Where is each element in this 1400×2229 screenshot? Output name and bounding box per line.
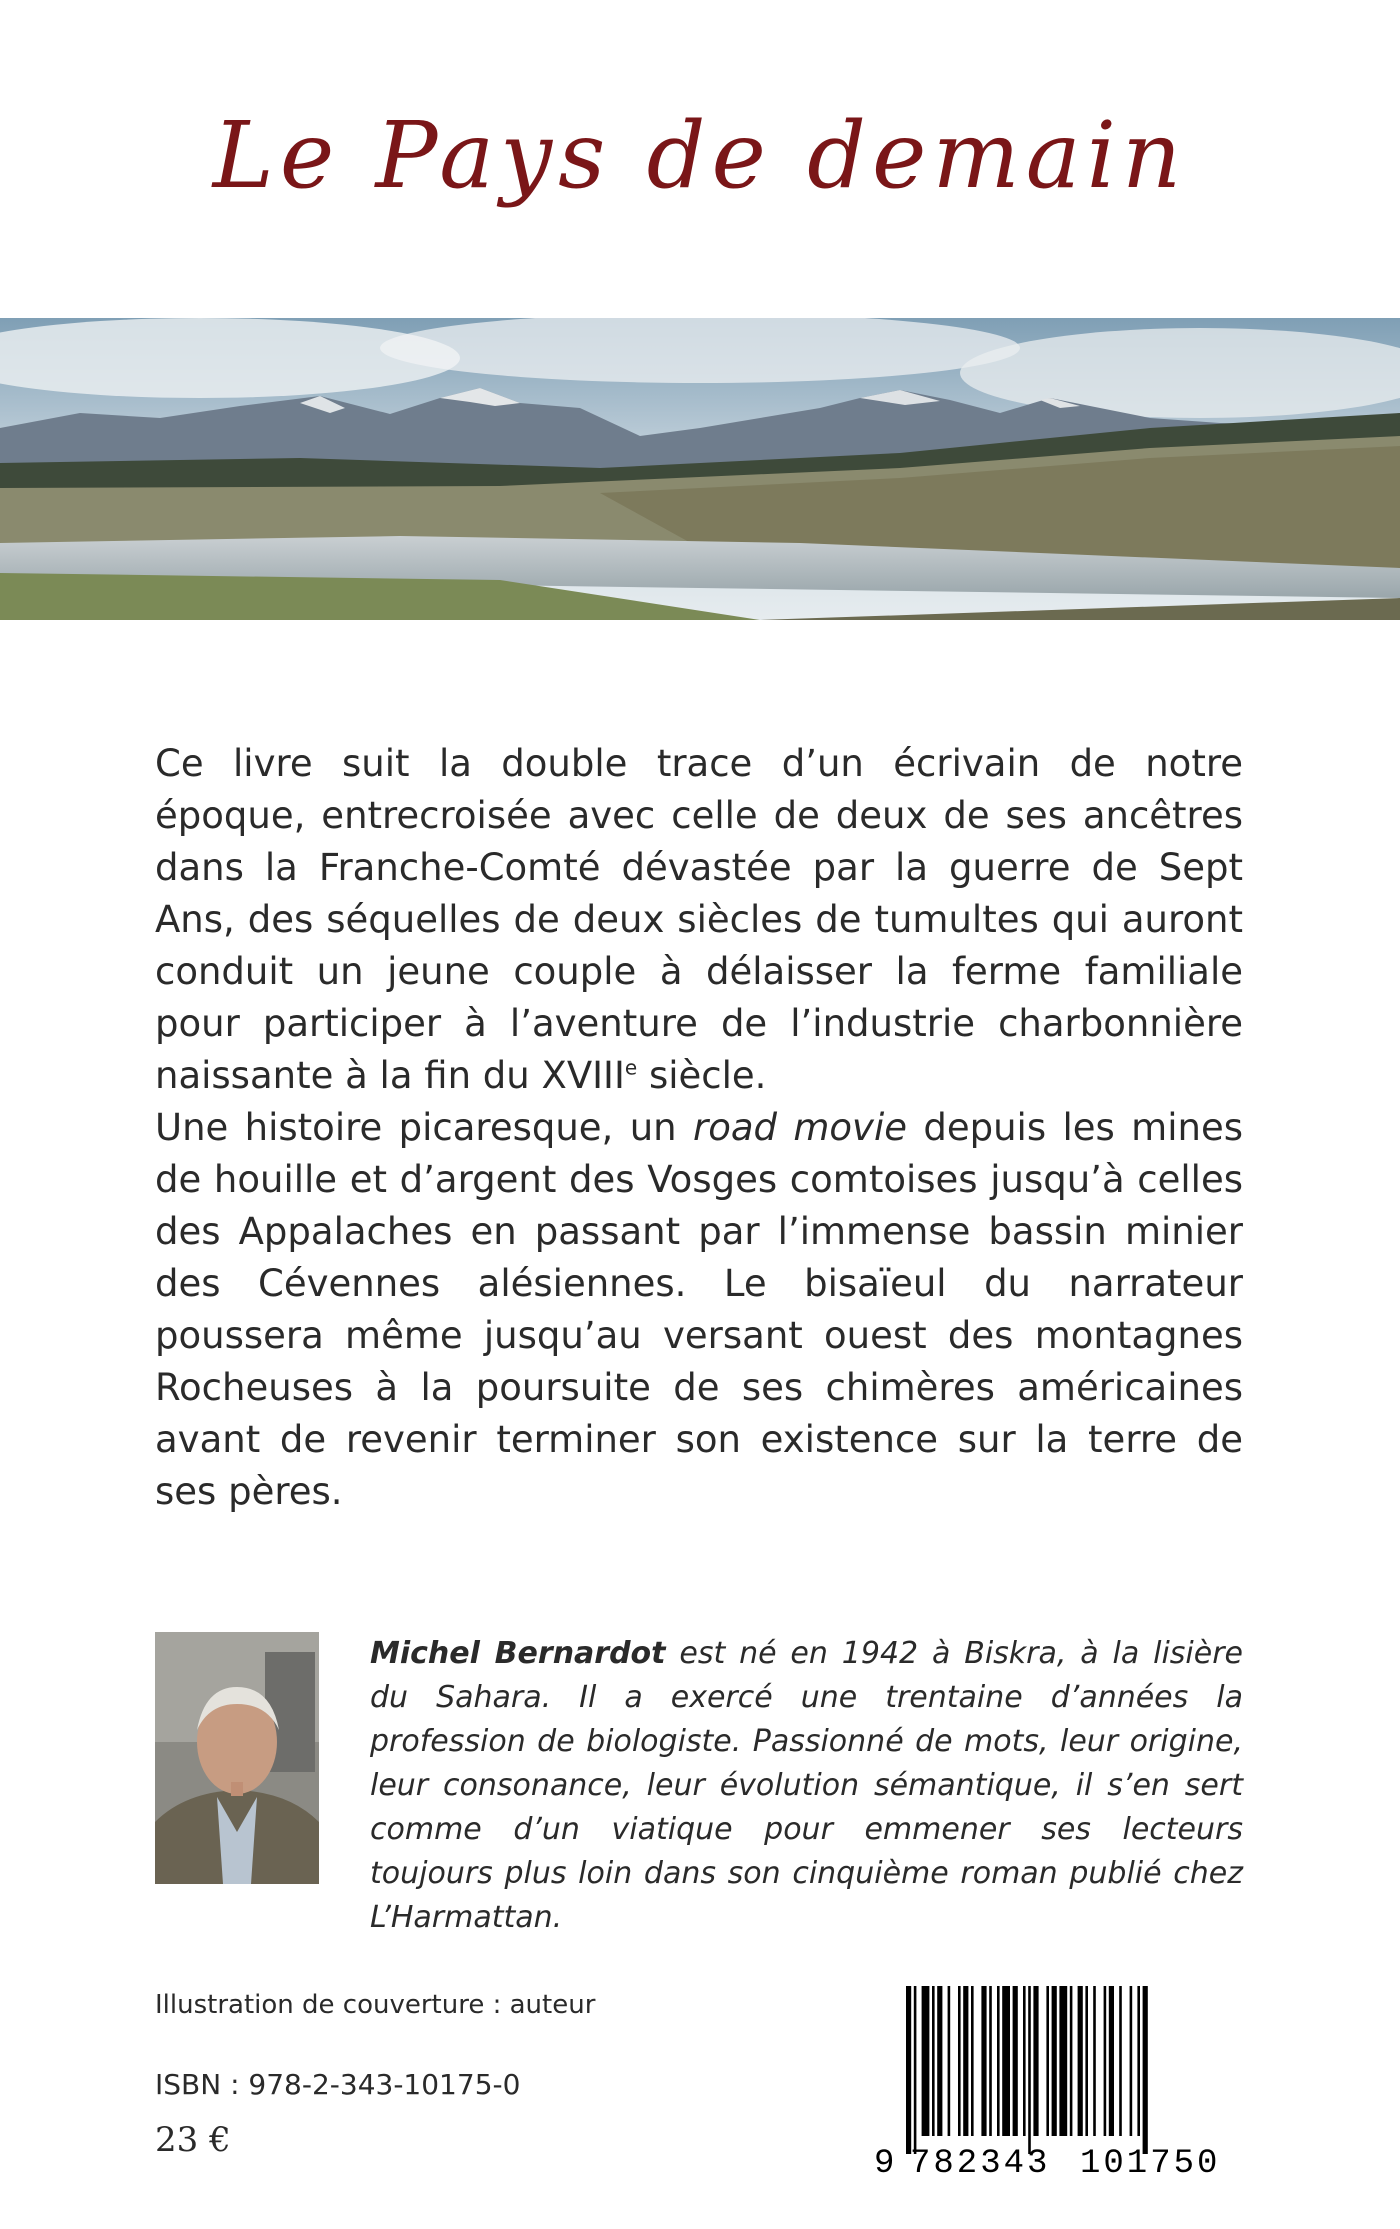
barcode-bar: [932, 1986, 935, 2136]
barcode-bar: [1028, 1986, 1031, 2154]
landscape-photo: [0, 318, 1400, 620]
barcode-bar: [1046, 1986, 1049, 2136]
author-bio: [370, 1632, 1243, 1940]
isbn-barcode: [870, 1980, 1250, 2180]
isbn: ISBN : 978-2-343-10175-0: [155, 2068, 521, 2101]
barcode-bar: [1119, 1986, 1122, 2136]
blurb-p2-italic: road movie: [692, 1106, 907, 1149]
barcode-bar: [906, 1986, 911, 2154]
barcode-bar: [958, 1986, 961, 2136]
barcode-bar: [937, 1986, 942, 2136]
barcode-bar: [922, 1986, 930, 2136]
barcode-bar: [1070, 1986, 1073, 2136]
barcode-bar: [1143, 1986, 1148, 2154]
barcode-bar: [1052, 1986, 1057, 2136]
barcode-bar: [997, 1986, 1000, 2136]
price: 23 €: [155, 2120, 231, 2160]
barcode-bar: [1033, 1986, 1038, 2136]
barcode-bar: [1130, 1986, 1133, 2136]
barcode-bar: [948, 1986, 951, 2136]
barcode-bar: [1104, 1986, 1107, 2136]
barcode-bar: [1078, 1986, 1083, 2136]
barcode-bar: [971, 1986, 974, 2136]
barcode-bar: [1013, 1986, 1018, 2136]
author-photo: [155, 1632, 319, 1884]
barcode-bar: [1137, 1986, 1140, 2136]
blurb-p2-start: Une histoire picaresque, un: [155, 1106, 693, 1149]
barcode-bar: [963, 1986, 968, 2136]
barcode-right-digits: 101750: [1080, 2145, 1221, 2180]
barcode-bar: [981, 1986, 986, 2136]
blurb-paragraph-1: [155, 738, 1243, 1102]
barcode-bar: [1109, 1986, 1114, 2136]
barcode-first-digit: 9: [874, 2145, 895, 2180]
back-cover-blurb: [155, 738, 1243, 1518]
author-bio-text: est né en 1942 à Biskra, à la lisière du Sahara. Il a exercé une trentaine d’années la profession de biologiste. Passionné de mots, leur origine, leur consonance, leur évolution sémantique, il s’en sert comme d’un viatique pour emmener ses lecteurs toujours plus loin dans son cinquième roman publié chez L’Harmattan.: [370, 1636, 1243, 1935]
barcode-bar: [1085, 1986, 1088, 2136]
barcode-bar: [1023, 1986, 1026, 2136]
century-numeral: XVIII: [541, 1054, 625, 1097]
barcode-bar: [1002, 1986, 1010, 2136]
blurb-paragraph-2: [155, 1102, 1243, 1518]
cover-illustration-credit: Illustration de couverture : auteur: [155, 1990, 596, 2020]
blurb-p1-text: Ce livre suit la double trace d’un écrivain de notre époque, entrecroisée avec celle de deux de ses ancêtres dans la Franche-Comté dévastée par la guerre de Sept Ans, des séquelles de deux siècles de tumultes qui auront conduit un jeune couple à délaisser la ferme familiale pour participer à l’aventure de l’industrie charbonnière naissante à la fin du: [155, 742, 1243, 1097]
barcode-bar: [1059, 1986, 1067, 2136]
barcode-bar: [989, 1986, 992, 2136]
blurb-p2-end: depuis les mines de houille et d’argent des Vosges comtoises jusqu’à celles des Appalaches en passant par l’immense bassin minier des Cévennes alésiennes. Le bisaïeul du narrateur poussera même jusqu’au versant ouest des montagnes Rocheuses à la poursuite de ses chimères américaines avant de revenir terminer son existence sur la terre de ses pères.: [155, 1106, 1243, 1513]
barcode-left-digits: 782343: [910, 2145, 1051, 2180]
blurb-p1-end: siècle.: [637, 1054, 767, 1097]
barcode-bar: [914, 1986, 917, 2154]
barcode-bar: [1093, 1986, 1096, 2136]
century-superscript: e: [624, 1055, 638, 1080]
book-title: Le Pays de demain: [212, 102, 1188, 209]
author-name: Michel Bernardot: [370, 1636, 666, 1671]
